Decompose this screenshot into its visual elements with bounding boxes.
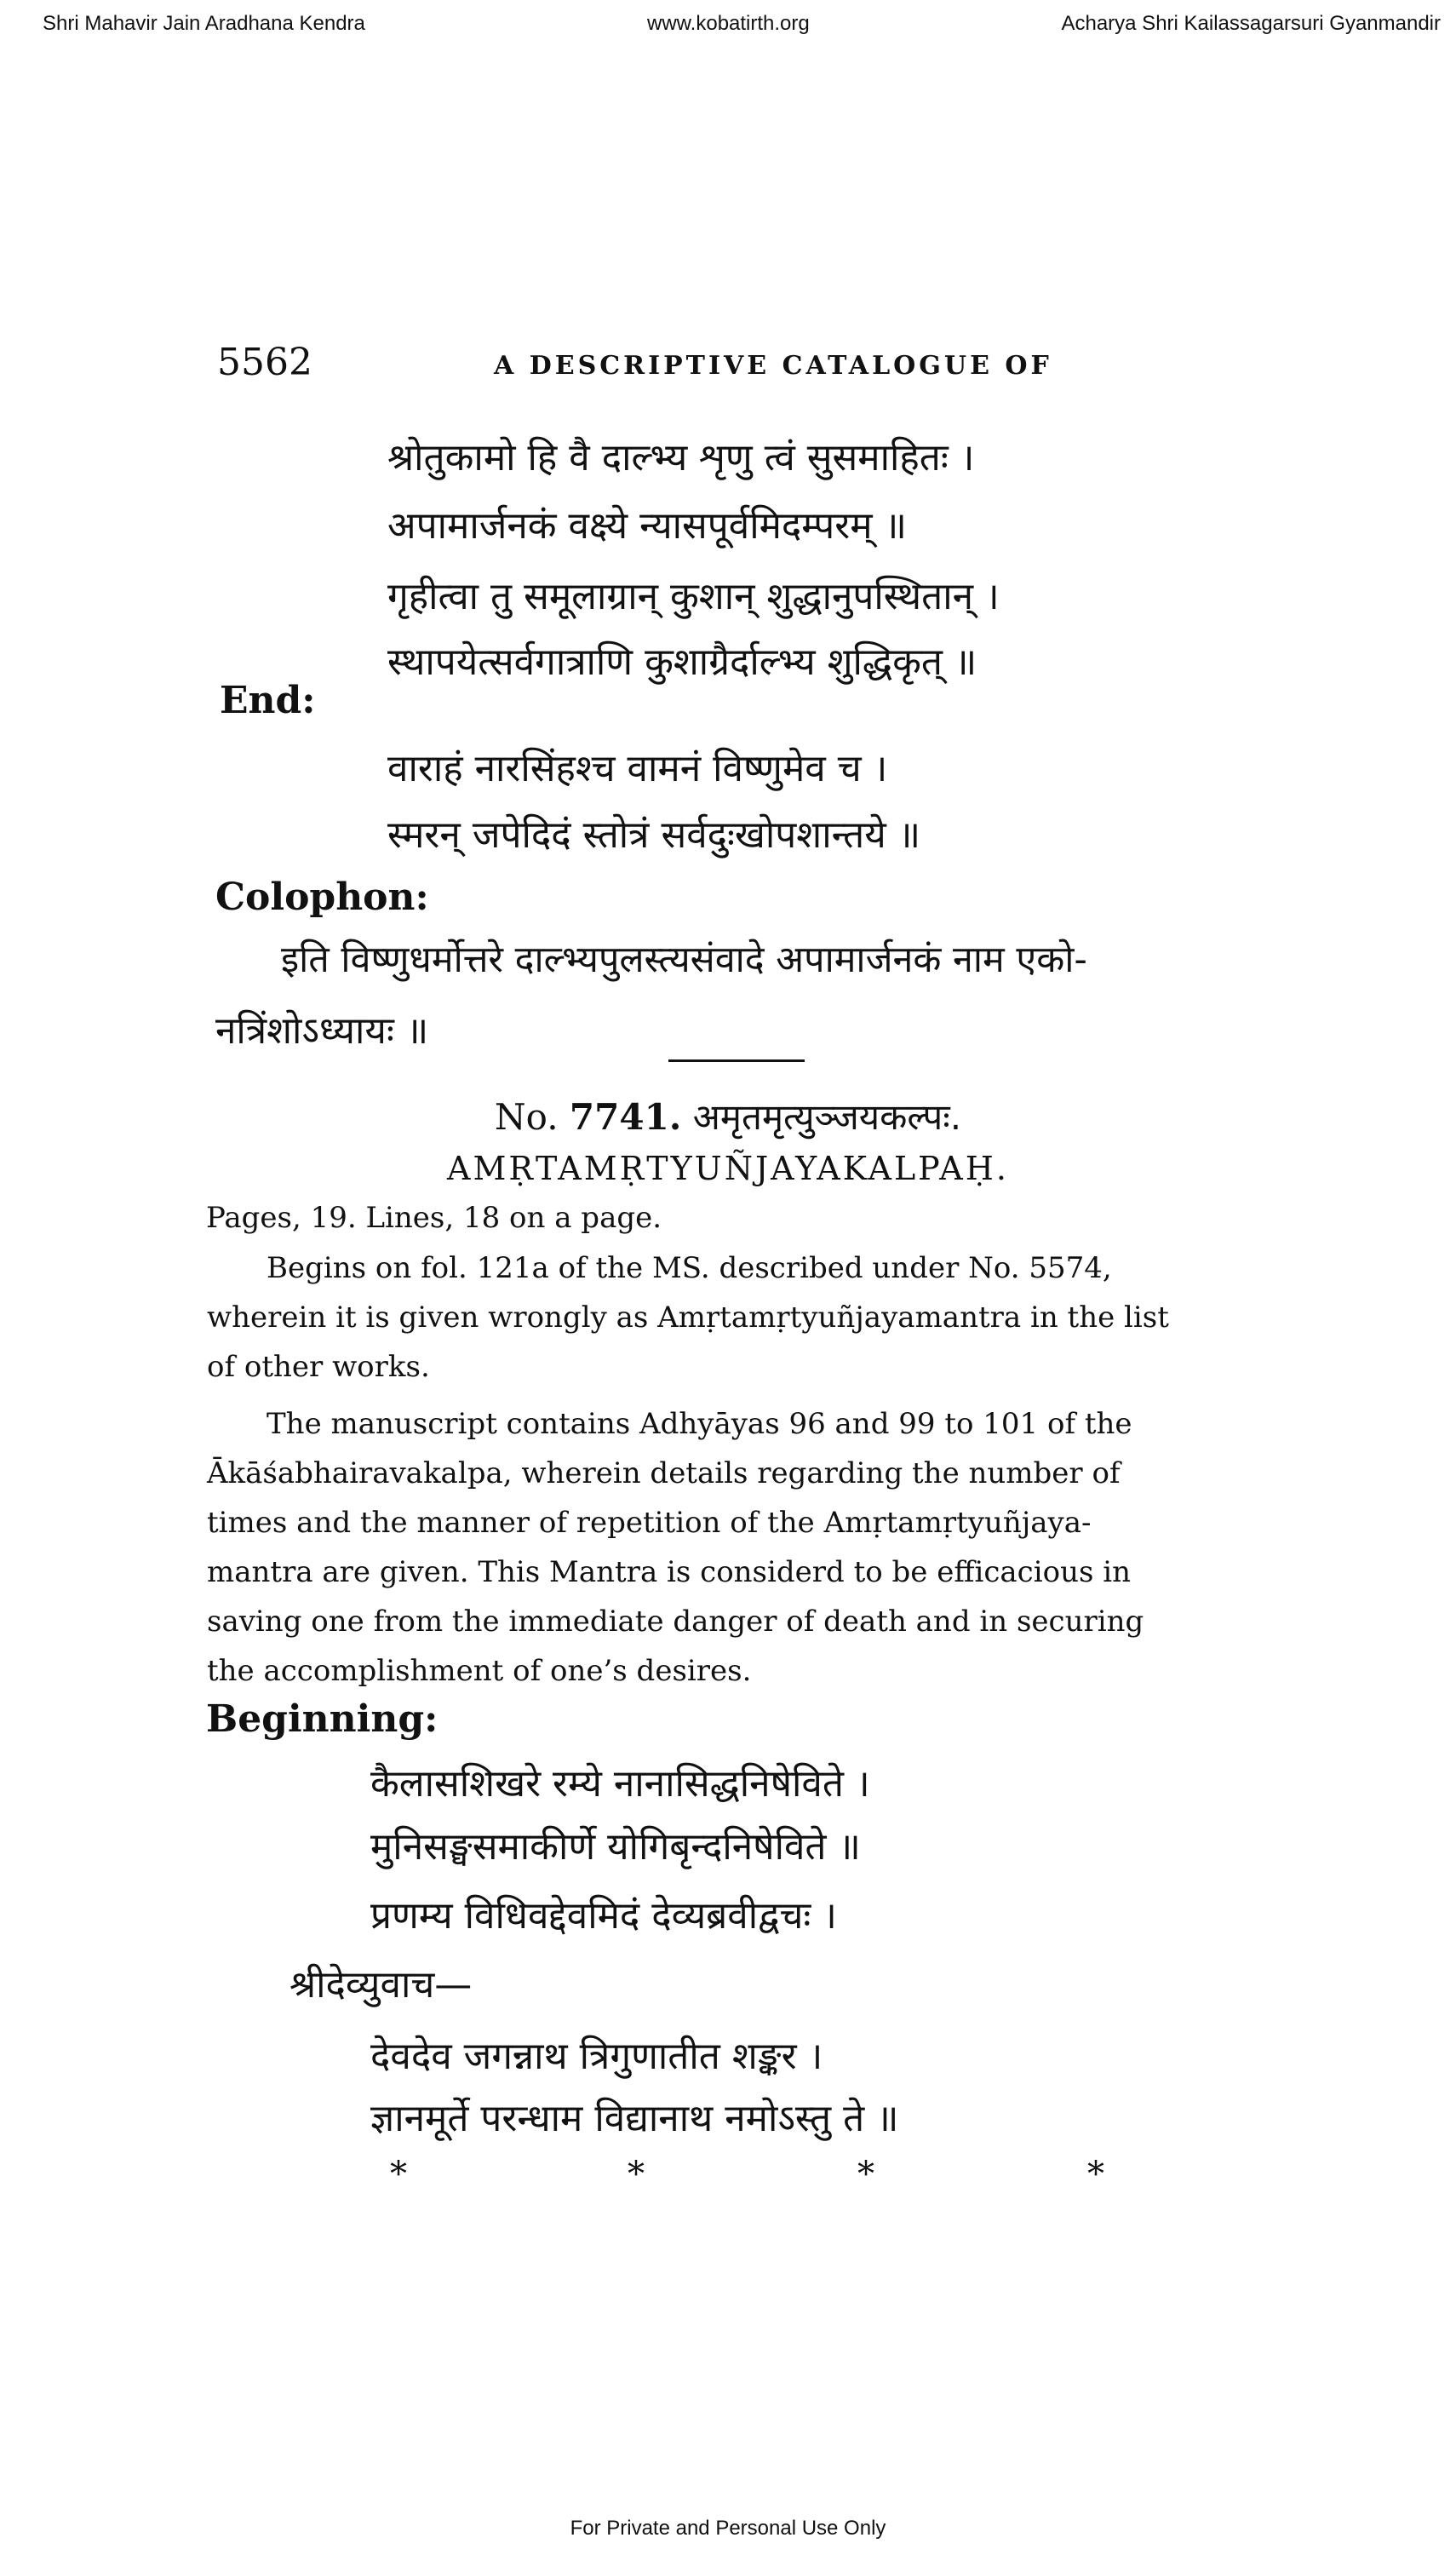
end-label: End: bbox=[220, 679, 316, 722]
para-line: Begins on fol. 121a of the MS. described under No. 5574, bbox=[267, 1251, 1112, 1285]
footer-note: For Private and Personal Use Only bbox=[570, 2517, 886, 2540]
entry-heading bbox=[0, 1092, 1456, 1140]
page-number: 5562 bbox=[217, 341, 312, 384]
verse-line: स्थापयेत्सर्वगात्राणि कुशाग्रैर्दाल्भ्य शुद्धिकृत् ॥ bbox=[387, 640, 977, 684]
section-divider bbox=[668, 1059, 805, 1062]
beginning-label: Beginning: bbox=[206, 1697, 439, 1741]
description-paragraph-1 bbox=[207, 1243, 1271, 1392]
colophon-line: इति विष्णुधर्मोत्तरे दाल्भ्यपुलस्त्यसंवादे अपामार्जनकं नाम एको- bbox=[281, 939, 1087, 981]
section-end-star: * bbox=[628, 2155, 645, 2194]
header-right: Acharya Shri Kailassagarsuri Gyanmandir bbox=[1061, 12, 1441, 35]
para-line: The manuscript contains Adhyāyas 96 and 99 to 101 of the bbox=[267, 1407, 1132, 1441]
speaker-verse-line: देवदेव जगन्नाथ त्रिगुणातीत शङ्कर । bbox=[370, 2035, 823, 2078]
header-center: www.kobatirth.org bbox=[647, 12, 810, 35]
beginning-verse-line: प्रणम्य विधिवद्देवमिदं देव्यब्रवीद्वचः । bbox=[370, 1894, 837, 1938]
running-head: A DESCRIPTIVE CATALOGUE OF bbox=[494, 351, 1052, 381]
colophon-label: Colophon: bbox=[215, 876, 429, 919]
speaker-verse-line: ज्ञानमूर्ते परन्धाम विद्यानाथ नमोऽस्तु ते ॥ bbox=[370, 2097, 899, 2140]
para-line: mantra are given. This Mantra is considerd to be efficacious in bbox=[207, 1555, 1131, 1589]
section-end-star: * bbox=[857, 2155, 874, 2194]
entry-number: 7741. bbox=[569, 1096, 682, 1138]
section-end-star: * bbox=[390, 2155, 407, 2194]
para-line: saving one from the immediate danger of death and in securing bbox=[207, 1605, 1144, 1639]
verse-line: अपामार्जनकं वक्ष्ये न्यासपूर्वमिदम्परम् ॥ bbox=[387, 504, 907, 548]
entry-title-transliteration: AMṚTAMṚTYUÑJAYAKALPAḤ. bbox=[447, 1150, 1009, 1187]
section-end-star: * bbox=[1087, 2155, 1104, 2194]
header-left: Shri Mahavir Jain Aradhana Kendra bbox=[43, 12, 365, 35]
entry-number-prefix: No. bbox=[494, 1096, 559, 1138]
description-paragraph-2 bbox=[207, 1399, 1271, 1696]
beginning-verse-line: कैलासशिखरे रम्ये नानासिद्धनिषेविते । bbox=[370, 1762, 870, 1806]
para-line: times and the manner of repetition of the Amṛtamṛtyuñjaya- bbox=[207, 1506, 1092, 1540]
beginning-verse-line: मुनिसङ्घसमाकीर्णे योगिबृन्दनिषेविते ॥ bbox=[370, 1825, 861, 1869]
end-verse-line: स्मरन् जपेदिदं स्तोत्रं सर्वदुःखोपशान्तये ॥ bbox=[387, 813, 921, 857]
para-line: wherein it is given wrongly as Amṛtamṛtyuñjayamantra in the list bbox=[207, 1300, 1169, 1335]
para-line: the accomplishment of one’s desires. bbox=[207, 1654, 752, 1688]
colophon-line: नत्रिंशोऽध्यायः ॥ bbox=[215, 1009, 429, 1053]
verse-line: गृहीत्वा तु समूलाग्रान् कुशान् शुद्धानुपस्थितान् । bbox=[387, 575, 1000, 618]
speaker-label: श्रीदेव्युवाच— bbox=[289, 1963, 473, 2007]
verse-line: श्रोतुकामो हि वै दाल्भ्य शृणु त्वं सुसमाहितः । bbox=[387, 436, 975, 479]
para-line: of other works. bbox=[207, 1350, 430, 1384]
manuscript-meta: Pages, 19. Lines, 18 on a page. bbox=[206, 1201, 662, 1235]
end-verse-line: वाराहं नारसिंहश्च वामनं विष्णुमेव च । bbox=[387, 747, 888, 790]
para-line: Ākāśabhairavakalpa, wherein details regarding the number of bbox=[207, 1456, 1121, 1490]
entry-title-devanagari: अमृतमृत्युञ्जयकल्पः. bbox=[692, 1096, 962, 1138]
